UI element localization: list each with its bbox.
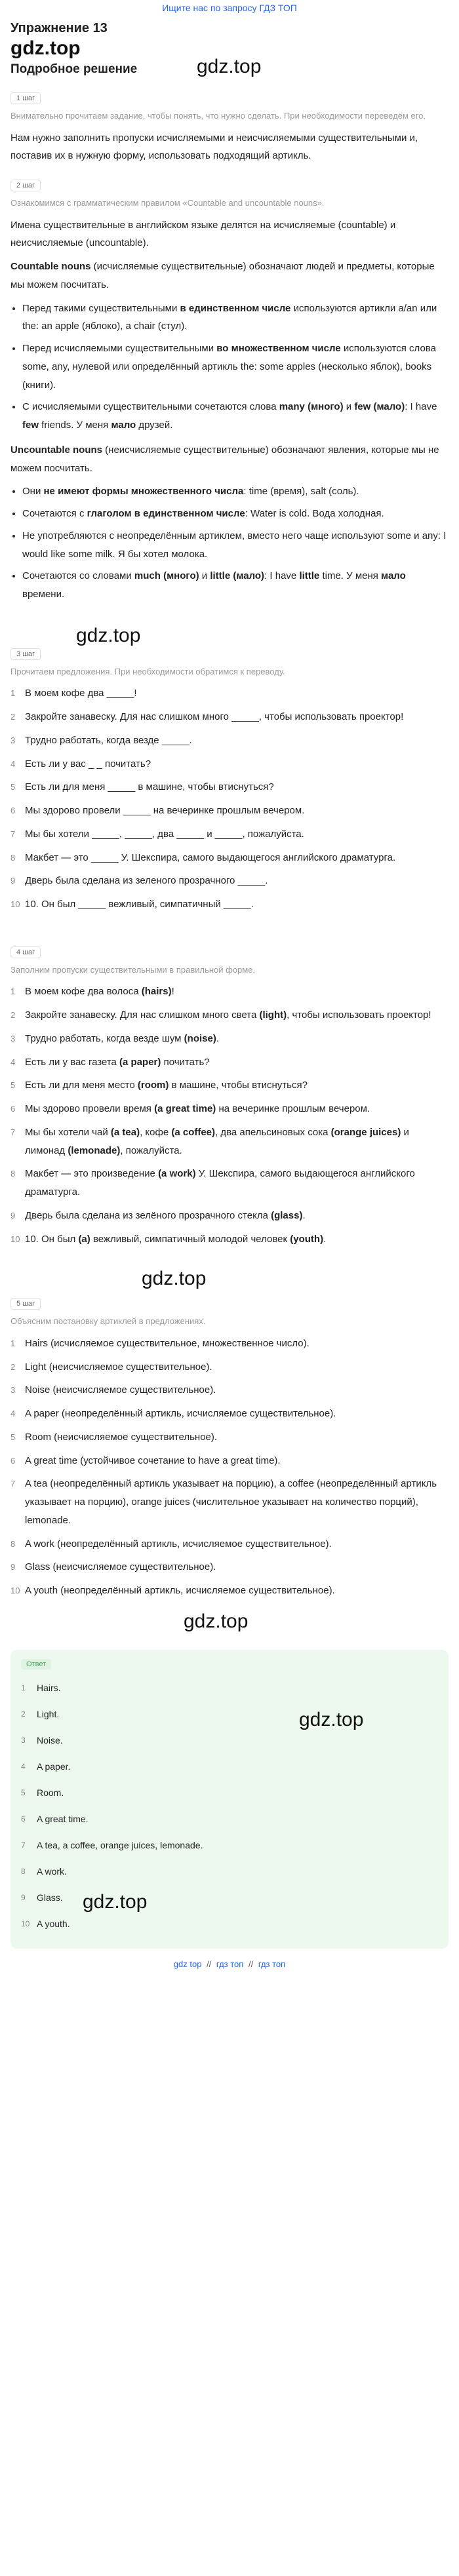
item-text: Есть ли для меня _____ в машине, чтобы втиснуться? xyxy=(25,781,274,793)
list-item xyxy=(10,825,449,844)
list-item xyxy=(21,1806,438,1832)
list-item xyxy=(21,1701,438,1727)
item-number: 3 xyxy=(21,1735,26,1745)
list-item xyxy=(10,1582,449,1600)
item-number: 1 xyxy=(10,1338,16,1348)
item-text: Glass. xyxy=(37,1892,63,1903)
rule-bullet: • Перед такими существительными в единственном числе используются артикли a/an или the: an apple (яблоко), a chair (стул). xyxy=(22,300,449,336)
watermark: gdz.top xyxy=(76,624,141,646)
item-number: 8 xyxy=(21,1866,26,1876)
rule-bullet: • Перед исчисляемыми существительными во множественном числе используются слова some, any, нулевой или определённый артикль the: some apples (несколько яблок), books (книги). xyxy=(22,340,449,394)
list-item: 9 Дверь была сделана из зелёного прозрачного стекла (glass). xyxy=(10,1209,306,1221)
list-item xyxy=(10,778,449,796)
list-item: 7 Мы бы хотели чай (a tea), кофе (a coffee), два апельсиновых сока (orange juices) и лимонад (lemonade), пожалуйста. xyxy=(10,1126,409,1156)
step-label: 3 шаг xyxy=(10,648,41,660)
step-1 xyxy=(10,83,449,165)
item-text: Мы здорово провели _____ на вечеринке прошлым вечером. xyxy=(25,805,305,816)
item-number: 10 xyxy=(10,1586,20,1595)
item-number: 10 xyxy=(10,899,20,909)
item-text: A tea, a coffee, orange juices, lemonade. xyxy=(37,1839,203,1850)
item-text: Трудно работать, когда везде _____. xyxy=(25,734,192,746)
list-item xyxy=(10,1428,449,1447)
item-text: Закройте занавеску. Для нас слишком много _____, чтобы использовать проектор! xyxy=(25,711,404,722)
rule-bullet: • Они не имеют формы множественного числа: time (время), salt (соль). xyxy=(22,482,449,501)
footer xyxy=(0,1955,459,1976)
item-number: 5 xyxy=(10,782,16,792)
item-number: 6 xyxy=(10,1455,16,1466)
list-item xyxy=(10,895,449,914)
item-number: 10 xyxy=(21,1919,30,1928)
list-item xyxy=(10,755,449,773)
item-text: A great time. xyxy=(37,1813,89,1824)
item-number: 4 xyxy=(10,1409,16,1418)
step-label: 4 шаг xyxy=(10,946,41,958)
list-item xyxy=(10,1535,449,1553)
watermark: gdz.top xyxy=(197,56,262,77)
list-item xyxy=(21,1675,438,1701)
item-text: A paper (неопределённый артикль, исчисляемое существительное). xyxy=(25,1408,336,1419)
item-text: Hairs (исчисляемое существительное, множественное число). xyxy=(25,1337,309,1349)
item-number: 5 xyxy=(21,1787,26,1797)
item-number: 9 xyxy=(10,876,16,886)
item-number: 9 xyxy=(10,1562,16,1572)
item-text: Дверь была сделана из зеленого прозрачного _____. xyxy=(25,875,268,887)
answer-box xyxy=(10,1650,449,1949)
item-text: A work. xyxy=(37,1865,67,1877)
step-intro: Внимательно прочитаем задание, чтобы понять, что нужно сделать. При необходимости переведём его. xyxy=(10,111,426,121)
list-item: 6 Мы здорово провели время (a great time) на вечеринке прошлым вечером. xyxy=(10,1103,370,1114)
item-number: 4 xyxy=(10,758,16,769)
item-number: 3 xyxy=(10,735,16,745)
step-intro: Ознакомимся с грамматическим правилом «Countable and uncountable nouns». xyxy=(10,198,325,208)
list-item xyxy=(10,1558,449,1576)
item-text: Мы бы хотели _____, _____, два _____ и _____, пожалуйста. xyxy=(25,828,304,840)
list-item: 5 Есть ли для меня место (room) в машине, чтобы втиснуться? xyxy=(10,1080,308,1091)
step-5 xyxy=(10,1255,449,1600)
item-text: A tea (неопределённый артикль указывает на порцию), a coffee (неопределённый артикль указывает на порцию), orange juices (числительное указывает на количество порций), lemonade. xyxy=(25,1478,437,1526)
item-number: 7 xyxy=(10,1479,16,1489)
list-item: 4 Есть ли у вас газета (a paper) почитать? xyxy=(10,1056,210,1068)
list-item: 2 Закройте занавеску. Для нас слишком много света (light), чтобы использовать проектор! xyxy=(10,1009,431,1021)
item-text: A youth. xyxy=(37,1918,70,1929)
step-label: 2 шаг xyxy=(10,180,41,191)
step-3 xyxy=(10,610,449,914)
step-4 xyxy=(10,920,449,1249)
list-item xyxy=(10,1405,449,1423)
list-item xyxy=(10,732,449,750)
item-number: 5 xyxy=(10,1432,16,1442)
list-item xyxy=(21,1911,438,1937)
item-number: 7 xyxy=(21,1840,26,1850)
list-item xyxy=(21,1832,438,1858)
item-text: A youth (неопределённый артикль, исчисляемое существительное). xyxy=(25,1585,335,1596)
list-item xyxy=(10,1381,449,1399)
item-text: Noise. xyxy=(37,1734,63,1746)
footer-link[interactable]: гдз топ xyxy=(216,1959,244,1969)
list-item: 3 Трудно работать, когда везде шум (noise). xyxy=(10,1032,220,1044)
item-text: Есть ли у вас _ _ почитать? xyxy=(25,758,151,770)
watermark: gdz.top xyxy=(142,1268,207,1290)
item-text: Room (неисчисляемое существительное). xyxy=(25,1431,218,1443)
item-number: 1 xyxy=(21,1683,26,1692)
answer-label: Ответ xyxy=(21,1659,51,1669)
item-text: Hairs. xyxy=(37,1682,61,1693)
list-item: 1 В моем кофе два волоса (hairs)! xyxy=(10,986,174,998)
list-item xyxy=(21,1727,438,1753)
solution-heading: Подробное решение xyxy=(10,62,138,76)
item-text: 10. Он был _____ вежливый, симпатичный _____. xyxy=(25,899,254,910)
list-item xyxy=(10,872,449,890)
list-item xyxy=(10,1452,449,1470)
footer-separator: // xyxy=(248,1959,254,1969)
rule-bullet: • Не употребляются с неопределённым артиклем, вместо него чаще используют some и any: I would like some milk. Я бы хотел молока. xyxy=(22,527,449,564)
item-number: 8 xyxy=(10,1538,16,1549)
item-number: 9 xyxy=(21,1892,26,1902)
list-item xyxy=(10,708,449,726)
item-text: Room. xyxy=(37,1787,64,1798)
list-item: 8 Макбет — это произведение (a work) У. Шекспира, самого выдающегося английского драматурга. xyxy=(10,1168,415,1198)
step-label: 5 шаг xyxy=(10,1298,41,1310)
item-text: A work (неопределённый артикль, исчисляемое существительное). xyxy=(25,1538,332,1550)
step-text: Нам нужно заполнить пропуски исчисляемыми и неисчисляемыми существительными и, поставив их в нужную форму, использовать подходящий артикль. xyxy=(10,132,418,162)
list-item xyxy=(10,1358,449,1376)
step-2 xyxy=(10,170,449,604)
item-number: 2 xyxy=(10,712,16,722)
watermark: gdz.top xyxy=(299,1708,364,1730)
item-number: 6 xyxy=(21,1814,26,1824)
footer-separator: // xyxy=(207,1959,212,1969)
footer-link[interactable]: гдз топ xyxy=(258,1959,286,1969)
item-text: В моем кофе два _____! xyxy=(25,688,137,699)
step-intro: Объясним постановку артиклей в предложениях. xyxy=(10,1316,206,1327)
item-number: 1 xyxy=(10,688,16,699)
item-number: 7 xyxy=(10,829,16,839)
item-number: 2 xyxy=(21,1709,26,1719)
rule-paragraph: Countable nouns (исчисляемые существительные) обозначают людей и предметы, которые мы можем посчитать. xyxy=(10,261,435,290)
watermark: gdz.top xyxy=(83,1890,148,1913)
step-intro: Прочитаем предложения. При необходимости обратимся к переводу. xyxy=(10,666,285,676)
list-item xyxy=(21,1753,438,1780)
item-number: 2 xyxy=(10,1361,16,1372)
rule-paragraph: Имена существительные в английском языке делятся на исчисляемые (countable) и неисчисляемые (uncountable). xyxy=(10,219,396,249)
list-item xyxy=(10,849,449,867)
rule-bullet: • Сочетаются со словами much (много) и little (мало): I have little time. У меня мало времени. xyxy=(22,567,449,604)
step-intro: Заполним пропуски существительными в правильной форме. xyxy=(10,964,256,975)
step-label: 1 шаг xyxy=(10,92,41,104)
brand-logo: gdz.top xyxy=(10,37,81,59)
item-number: 6 xyxy=(10,806,16,815)
list-item xyxy=(21,1780,438,1806)
item-number: 3 xyxy=(10,1385,16,1395)
list-item xyxy=(10,802,449,820)
item-text: A great time (устойчивое сочетание to have a great time). xyxy=(25,1454,281,1466)
item-number: 4 xyxy=(21,1761,26,1771)
rule-bullet: • Сочетаются с глаголом в единственном числе: Water is cold. Вода холодная. xyxy=(22,505,449,523)
rule-paragraph: Uncountable nouns (неисчисляемые существительные) обозначают явления, которые мы не можем посчитать. xyxy=(10,444,439,474)
list-item xyxy=(10,684,449,703)
watermark: gdz.top xyxy=(184,1610,249,1632)
item-text: Макбет — это _____ У. Шекспира, самого выдающегося английского драматурга. xyxy=(25,851,396,863)
list-item xyxy=(10,1475,449,1529)
top-search-link[interactable]: Ищите нас по запросу ГДЗ ТОП xyxy=(162,3,297,13)
item-text: Noise (неисчисляемое существительное). xyxy=(25,1384,216,1396)
list-item: 10 10. Он был (a) вежливый, симпатичный молодой человек (youth). xyxy=(10,1233,327,1245)
rule-bullet: • С исчисляемыми существительными сочетаются слова many (много) и few (мало): I have few friends. У меня мало друзей. xyxy=(22,398,449,435)
list-item xyxy=(21,1858,438,1884)
exercise-title: Упражнение 13 xyxy=(10,21,108,35)
item-number: 8 xyxy=(10,852,16,863)
item-text: Glass (неисчисляемое существительное). xyxy=(25,1561,216,1573)
item-text: Light. xyxy=(37,1708,60,1719)
list-item xyxy=(10,1335,449,1353)
item-text: A paper. xyxy=(37,1761,71,1772)
item-text: Light (неисчисляемое существительное). xyxy=(25,1361,212,1373)
footer-link[interactable]: gdz top xyxy=(173,1959,202,1969)
